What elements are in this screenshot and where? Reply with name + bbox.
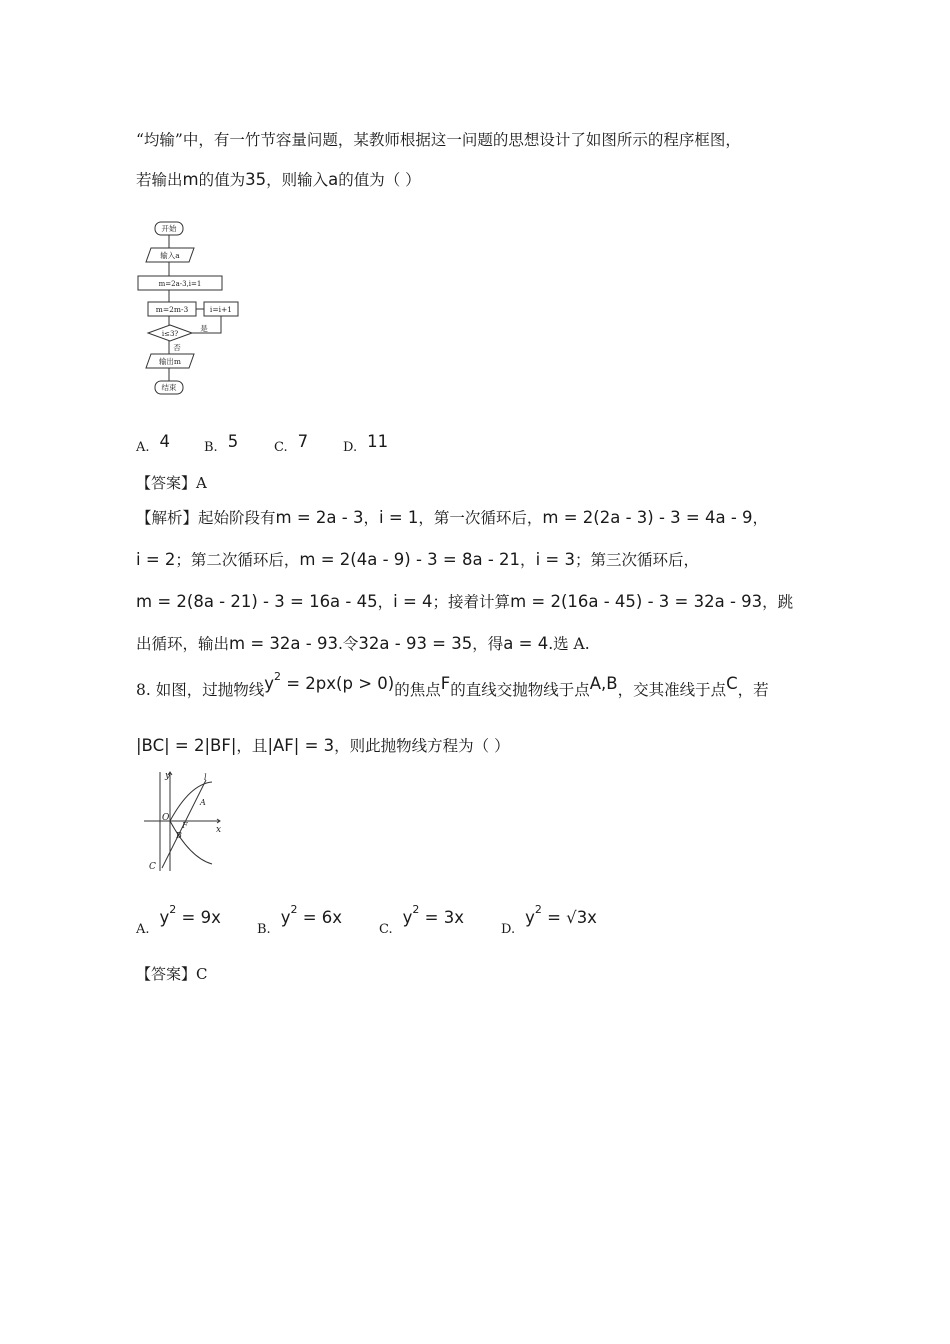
q8-stem-line-1	[136, 669, 769, 700]
text-run: ，跳	[762, 593, 794, 611]
math-run: a = 4	[503, 634, 549, 653]
text-run: .令	[337, 635, 359, 653]
math-run: = 9x	[176, 907, 221, 927]
math-var: F	[440, 674, 451, 693]
math-run: i = 2	[136, 550, 176, 569]
math-run: m = 2(2a - 3) - 3 = 4a - 9	[542, 508, 753, 527]
q8-option-a	[136, 903, 221, 937]
math-sup: 2	[412, 903, 420, 916]
math-var: A,B	[589, 674, 618, 693]
q7-answer: 【答案】A	[136, 474, 207, 492]
math-run: i = 1	[378, 508, 419, 527]
text-run: ，	[520, 551, 536, 569]
option-value	[159, 903, 221, 927]
text-run: 的值为（ ）	[338, 171, 421, 189]
text-run: 8. 如图，过抛物线	[136, 681, 265, 699]
option-label: B.	[257, 921, 271, 937]
option-label: C.	[379, 921, 393, 937]
label-B: B	[176, 831, 182, 840]
q7-option-d	[343, 432, 389, 455]
q8-option-d	[501, 903, 597, 937]
math-var: y	[264, 674, 274, 693]
q7-option-c	[274, 432, 309, 455]
text-run: 的焦点	[394, 681, 441, 699]
label-y: y	[165, 771, 171, 781]
math-run: = 3x	[419, 907, 464, 927]
label-l: l	[204, 773, 207, 782]
option-value	[402, 903, 464, 927]
text-run: ，则此抛物线方程为（ ）	[334, 737, 510, 755]
flow-yes-label: 是	[200, 324, 208, 333]
option-label: A.	[136, 440, 150, 455]
text-run: ，若	[737, 681, 769, 699]
label-x: x	[216, 825, 222, 835]
text-run: ，交其准线于点	[617, 681, 727, 699]
text-run: ，得	[472, 635, 504, 653]
option-value: 7	[297, 432, 309, 451]
option-value	[280, 903, 343, 927]
q7-stem-line-1	[136, 128, 741, 150]
math-run: = √3x	[541, 907, 597, 927]
q8-option-c	[379, 903, 464, 937]
parabola-curve	[170, 782, 212, 864]
math-var: y	[402, 907, 413, 927]
q7-analysis-line-3	[136, 590, 793, 612]
math-var: y	[159, 907, 170, 927]
math-run: m = 2a - 3	[275, 508, 364, 527]
flow-update-i-label: i=i+1	[209, 305, 233, 314]
flow-end-label: 结束	[161, 383, 177, 392]
math-m: m	[182, 170, 199, 189]
math-run: i = 4	[393, 592, 433, 611]
option-value: 11	[367, 432, 389, 451]
flow-no-label: 否	[173, 343, 181, 352]
math-run: m = 2(4a - 9) - 3 = 8a - 21	[299, 550, 521, 569]
flow-init-label: m=2a-3,i=1	[158, 280, 202, 288]
math-run: = 6x	[297, 907, 343, 927]
flowchart-figure	[134, 218, 244, 400]
math-var: C	[726, 674, 738, 693]
math-var: y	[525, 907, 535, 927]
math-run: |AF| = 3	[267, 736, 335, 755]
math-sup: 2	[290, 903, 298, 916]
text-run: .选 A.	[548, 635, 590, 653]
math-a: a	[328, 170, 339, 189]
q8-stem-line-2	[136, 734, 510, 756]
text-run: ；第三次循环后，	[574, 551, 699, 569]
math-equation	[264, 669, 395, 693]
flow-condition-label: i≤3?	[161, 330, 179, 338]
text-run: 出循环，输出	[136, 635, 230, 653]
option-value: 4	[159, 432, 171, 451]
math-run: m = 32a - 93	[229, 634, 338, 653]
text-run: ，	[752, 509, 769, 527]
text-run: ，第一次循环后，	[418, 509, 543, 527]
label-origin: O	[162, 813, 170, 823]
text-run: 【解析】起始阶段有	[136, 509, 276, 527]
flow-update-m-label: m=2m-3	[155, 305, 189, 314]
option-label: C.	[274, 440, 288, 455]
math-run: = 2px(p > 0)	[280, 674, 395, 693]
option-label: D.	[501, 921, 516, 937]
math-value: 35	[245, 170, 267, 189]
text-run: ；第二次循环后，	[175, 551, 300, 569]
option-label: B.	[204, 440, 218, 455]
text-run: 若输出	[136, 171, 183, 189]
text-run: ，且	[236, 737, 268, 755]
math-sup: 2	[169, 903, 177, 916]
math-var: y	[280, 907, 291, 927]
q8-answer: 【答案】C	[136, 965, 208, 983]
text-run: ；接着计算	[432, 593, 511, 611]
label-C: C	[149, 862, 156, 872]
parabola-figure	[140, 768, 226, 874]
q7-option-b	[204, 432, 239, 455]
option-label: D.	[343, 440, 358, 455]
q7-stem-text: “均输”中，有一竹节容量问题，某教师根据这一问题的思想设计了如图所示的程序框图，	[136, 131, 741, 149]
text-run: ，	[377, 593, 394, 611]
q8-option-b	[257, 903, 343, 937]
math-run: m = 2(8a - 21) - 3 = 16a - 45	[136, 592, 378, 611]
flow-output-label: 输出m	[158, 357, 182, 366]
math-sup: 2	[534, 903, 542, 916]
option-value: 5	[227, 432, 239, 451]
text-run: ，	[363, 509, 379, 527]
math-run: 32a - 93 = 35	[358, 634, 473, 653]
q7-analysis-line-2	[136, 548, 699, 570]
text-run: ，则输入	[266, 171, 329, 189]
math-run: |BC| = 2|BF|	[136, 736, 237, 755]
q7-analysis-line-1	[136, 506, 768, 528]
option-label: A.	[136, 921, 150, 937]
label-F: F	[182, 821, 188, 830]
math-run: i = 3	[535, 550, 575, 569]
label-A: A	[200, 798, 206, 807]
q7-stem-line-2	[136, 168, 421, 190]
math-sup: 2	[273, 669, 281, 683]
math-run: m = 2(16a - 45) - 3 = 32a - 93	[510, 592, 763, 611]
text-run: 的直线交抛物线于点	[450, 681, 590, 699]
text-run: 的值为	[198, 171, 246, 189]
q7-analysis-line-4	[136, 632, 590, 654]
flow-input-label: 输入a	[160, 251, 180, 260]
flow-start-label: 开始	[161, 224, 177, 233]
option-value	[525, 903, 597, 927]
q7-option-a	[136, 432, 171, 455]
